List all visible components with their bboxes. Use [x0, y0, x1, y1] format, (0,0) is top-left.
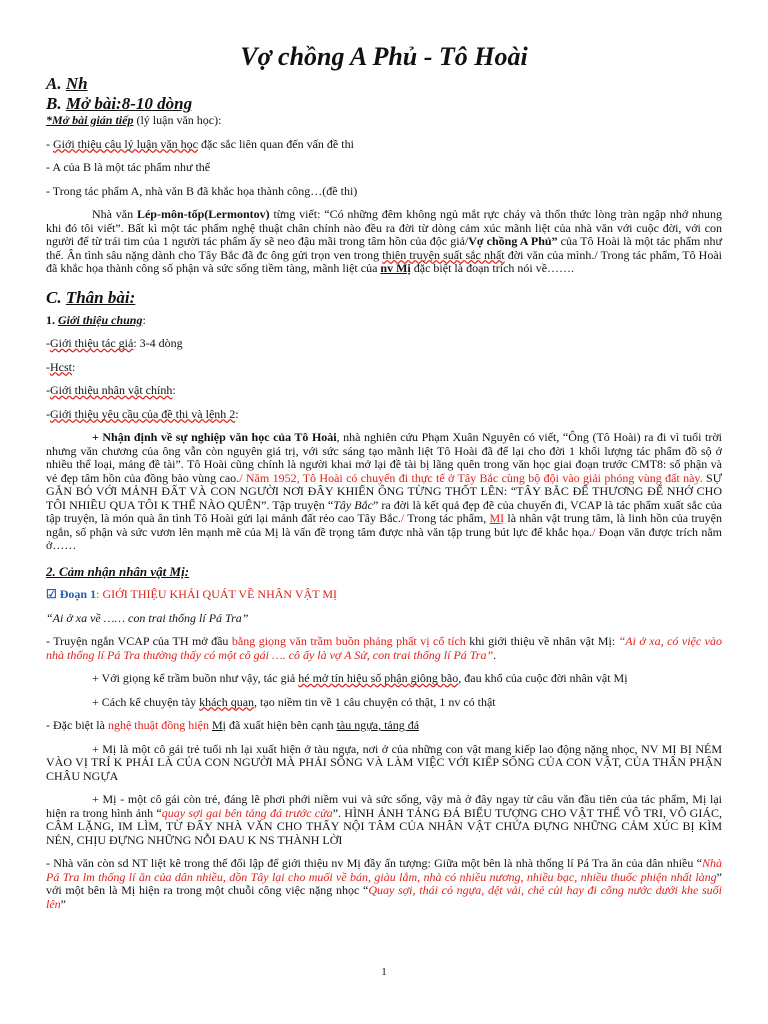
camnhan-p7: - Nhà văn còn sd NT liệt kê trong thế đối lập để giới thiệu nv Mị đầy ấn tượng: Giữa một bên là nhà thống lí Pá Tra ăn của dân nhiều “Nhà Pá Tra lm thống lí ăn của dân nhiều, dồn Tây lại cho muối về bán, giàu lắm, nhà có nhiều nương, nhiều bạc, nhiều thuốc phiện nhất làng” với một bên là Mị hiện ra trong một chuỗi công việc nặng nhọc “Quay sợi, thái cỏ ngựa, dệt vải, chẻ củi hay đi cõng nước dưới khe suối lên” — [46, 856, 722, 911]
doan1-quote: “Ai ở xa về …… con trai thống lí Pá Tra” — [46, 610, 249, 625]
section-a-text: Nh — [65, 74, 88, 93]
camnhan-p5: + Mị là một cô gái trẻ tuổi nh lại xuất hiện ở tàu ngựa, nơi ở của những con vật mang kiếp lao động nặng nhọc, NV MỊ BỊ NÉM VÀO VỊ TRÍ K PHẢI LÀ CỦA CON NGƯỜI MÀ PHẢI SỐNG VÀ LÀM VIỆC VỚI KIẾP SỐNG CỦA CON VẬT, CỦA THÂN PHẬN CHÂU NGỰA — [46, 741, 722, 783]
gioithieu-line-2: -Hcst: — [46, 359, 76, 374]
mobai-bullet-1: - Giới thiệu câu lý luận văn học đặc sắc liên quan đến vấn đề thi — [46, 136, 354, 151]
section-c-heading: C. Thân bài: — [46, 287, 136, 307]
section-b-prefix: B. — [46, 94, 66, 113]
camnhan-p6: + Mị - một cô gái còn trẻ, đáng lẽ phơi phới niềm vui và sức sống, vậy mà ở đây ngay từ câu văn đầu tiên của tác phẩm, Mị lại hiện ra trong hình ảnh “quay sợi gai bên tảng đá trước cửa”. HÌNH ẢNH TẢNG ĐÁ BIỂU TƯỢNG CHO VẬT THỂ VÔ TRI, VÔ GIÁC, CÂM LẶNG, IM LÌM, TỪ ĐẤY NHÀ VĂN CHO THẤY NỘI TÂM CỦA NHÂN VẬT CHỨA ĐỰNG NHỮNG CẢM XÚC BỊ KÌM NÉN, CHỊU ĐỰNG NHỮNG NỖI ĐAU K NS THÀNH LỜI — [46, 792, 722, 847]
section-a-prefix: A. — [46, 74, 66, 93]
gioithieu-heading: 1. Giới thiệu chung: — [46, 312, 146, 327]
page-title: Vợ chồng A Phủ - Tô Hoài — [240, 42, 528, 71]
camnhan-p1: - Truyện ngắn VCAP của TH mở đầu bằng giọng văn trầm buồn phảng phất vị cổ tích khi giới thiệu về nhân vật Mị: “Ai ở xa, có việc vào nhà thống lí Pá Tra thường thấy có một cô gái …. cô ấy là vợ A Sử, con trai thống lí Pá Tra”. — [46, 634, 722, 662]
nhandinh-paragraph: + Nhận định về sự nghiệp văn học của Tô Hoài, nhà nghiên cứu Phạm Xuân Nguyên có viết, “Ông (Tô Hoài) ra đi vì tuổi trời nhưng văn chương của ông vẫn còn nguyên giá trị, với sức sáng tạo mãnh liệt Tô Hoài đã để lại cho đời 1 khối lượng tác phẩm đồ sộ ở nhiều thể loại, mảng đề tài”. Tô Hoài cũng chính là người khai mở lại đề tài bị lãng quên trong văn học giai đoạn trước CMT8: số phận và vẻ đẹp tâm hồn của đồng bào vùng cao./ Năm 1952, Tô Hoài có chuyến đi thực tế ở Tây Bắc cùng bộ đội vào giải phóng vùng đất này. SỰ GẮN BÓ VỚI MẢNH ĐẤT VÀ CON NGƯỜI NƠI ĐÂY KHIẾN ÔNG TỪNG THỐT LÊN: “TÂY BẮC ĐỂ THƯƠNG ĐỂ NHỚ CHO TÔI NHIỀU QUA TÔI K THỂ NÀO QUÊN”. Tập truyện “Tây Bắc” ra đời là kết quả đẹp đẽ của chuyến đi, VCAP là tác phẩm xuất sắc của tập truyện, là món quà ân tình Tô Hoài gửi lại mảnh đất rẻo cao Tây Bắc./ Trong tác phẩm, MỊ là nhân vật trung tâm, là linh hồn của truyện ngắn, số phận và sức vươn lên mạnh mẽ của Mị là vấn đề trọng tâm được nhà văn tập trung bút lực để khắc họa./ Đoạn văn được trích nằm ở…… — [46, 430, 723, 552]
mobai-label: *Mở bài gián tiếp — [46, 113, 134, 127]
author-name: Lép-môn-tốp(Lermontov) — [136, 207, 270, 221]
doan1-heading: ☑ Đoạn 1: GIỚI THIỆU KHÁI QUÁT VỀ NHÂN VẬT MỊ — [46, 587, 337, 601]
section-b-heading — [46, 94, 722, 114]
gioithieu-line-1: -Giới thiệu tác giả: 3-4 dòng — [46, 336, 183, 350]
mobai-bullet-3: - Trong tác phẩm A, nhà văn B đã khắc họa thành công…(đề thi) — [46, 183, 358, 198]
doan1-label: ☑ Đoạn 1 — [46, 587, 97, 601]
section-a-heading — [46, 74, 722, 94]
mobai-bullet-2: - A của B là một tác phẩm như thế — [46, 160, 211, 174]
gioithieu-line-3: -Giới thiệu nhân vật chính: — [46, 383, 176, 397]
document-page — [46, 42, 722, 911]
camnhan-p2: + Với giọng kể trầm buồn như vậy, tác giả hé mở tín hiệu số phận giông bão, đau khổ của cuộc đời nhân vật Mị — [92, 671, 628, 685]
gioithieu-line-4: -Giới thiệu yêu cầu của đề thi và lệnh 2: — [46, 406, 239, 421]
section-b-text: Mở bài:8-10 dòng — [65, 94, 193, 113]
mobai-label-line — [46, 114, 722, 128]
page-number: 1 — [381, 966, 387, 978]
camnhan-p4: - Đặc biệt là nghệ thuật đồng hiện Mị đã xuất hiện bên cạnh tàu ngựa, tảng đá — [46, 718, 420, 732]
mobai-note: (lý luận văn học): — [133, 113, 222, 127]
camnhan-p3: + Cách kể chuyện tày khách quan, tạo niềm tin về 1 câu chuyện có thật, 1 nv có thật — [92, 694, 496, 709]
work-title: Vợ chồng A Phủ” — [468, 234, 558, 248]
mobai-paragraph: Nhà văn Lép-môn-tốp(Lermontov) từng viết: “Có những đêm không ngủ mắt rực cháy và thổn thức lòng tràn ngập nhớ nhung khi đó tôi viết”. Bất kì một tác phẩm nghệ thuật chân chính nào đều ra đời từ dòng cảm xúc mãnh liệt của nhà văn với cuộc đời, với con người để từ trái tim của 1 người tác phẩm ấy sẽ neo đậu mãi trong tâm hồn của độc giả/Vợ chồng A Phủ” của Tô Hoài là một tác phẩm như thế. Ân tình sâu nặng dành cho Tây Bắc đã đc ông gửi trọn ven trong thiên truyện suất sắc nhất đời văn của mình./ Trong tác phẩm, Tô Hoài đã khắc họa thành công số phận và sức sống tiềm tàng, mãnh liệt của nv Mị đặc biệt là đoạn trích nói về……. — [46, 207, 723, 275]
camnhan-heading: 2. Cảm nhận nhân vật Mị: — [46, 563, 190, 579]
